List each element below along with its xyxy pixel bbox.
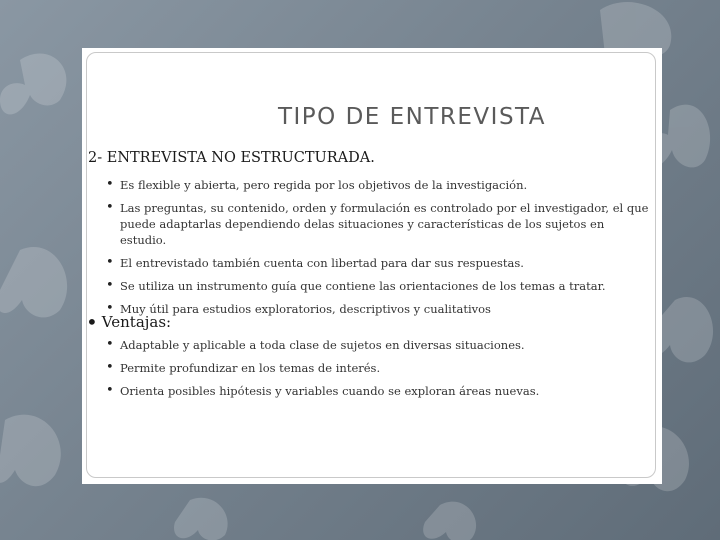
advantages-heading	[86, 308, 171, 332]
bullet-icon: •	[106, 177, 114, 192]
slide-card	[82, 48, 662, 484]
list-item-text: Muy útil para estudios exploratorios, descriptivos y cualitativos	[120, 302, 491, 316]
bullet-icon: •	[106, 337, 114, 352]
list-item	[106, 360, 654, 376]
list-item	[106, 255, 654, 271]
section-heading: 2- ENTREVISTA NO ESTRUCTURADA.	[88, 150, 375, 166]
list-item-text: Es flexible y abierta, pero regida por los objetivos de la investigación.	[120, 178, 528, 192]
bullet-icon: •	[106, 200, 114, 215]
list-item	[106, 278, 654, 294]
advantages-list	[106, 337, 654, 406]
list-item-text: Se utiliza un instrumento guía que contiene las orientaciones de los temas a tratar.	[120, 279, 606, 293]
bullet-icon: •	[106, 360, 114, 375]
butterfly-icon	[174, 498, 228, 540]
advantages-label: Ventajas:	[101, 313, 172, 331]
butterfly-icon	[0, 54, 66, 115]
list-item-text: Las preguntas, su contenido, orden y formulación es controlado por el investigador, el que puede adaptarlas dependiendo delas situaciones y características de los sujetos en estudio.	[120, 201, 649, 247]
bullet-icon: •	[106, 278, 114, 293]
list-item-text: Orienta posibles hipótesis y variables cuando se exploran áreas nuevas.	[120, 384, 540, 398]
list-item	[106, 383, 654, 399]
list-item	[106, 177, 654, 193]
butterfly-icon	[0, 247, 67, 317]
slide-title: TIPO DE ENTREVISTA	[277, 104, 547, 130]
list-item	[106, 301, 654, 317]
bullet-icon: •	[106, 255, 114, 270]
list-item-text: El entrevistado también cuenta con libertad para dar sus respuestas.	[120, 256, 524, 270]
bullet-icon: •	[106, 301, 114, 316]
list-item	[106, 200, 654, 248]
list-item	[106, 337, 654, 353]
bullet-icon: •	[106, 383, 114, 398]
points-list	[106, 177, 654, 324]
butterfly-icon	[423, 502, 476, 540]
butterfly-icon	[0, 415, 61, 487]
list-item-text: Adaptable y aplicable a toda clase de sujetos en diversas situaciones.	[120, 338, 525, 352]
bullet-icon: •	[86, 310, 98, 334]
list-item-text: Permite profundizar en los temas de interés.	[120, 361, 381, 375]
